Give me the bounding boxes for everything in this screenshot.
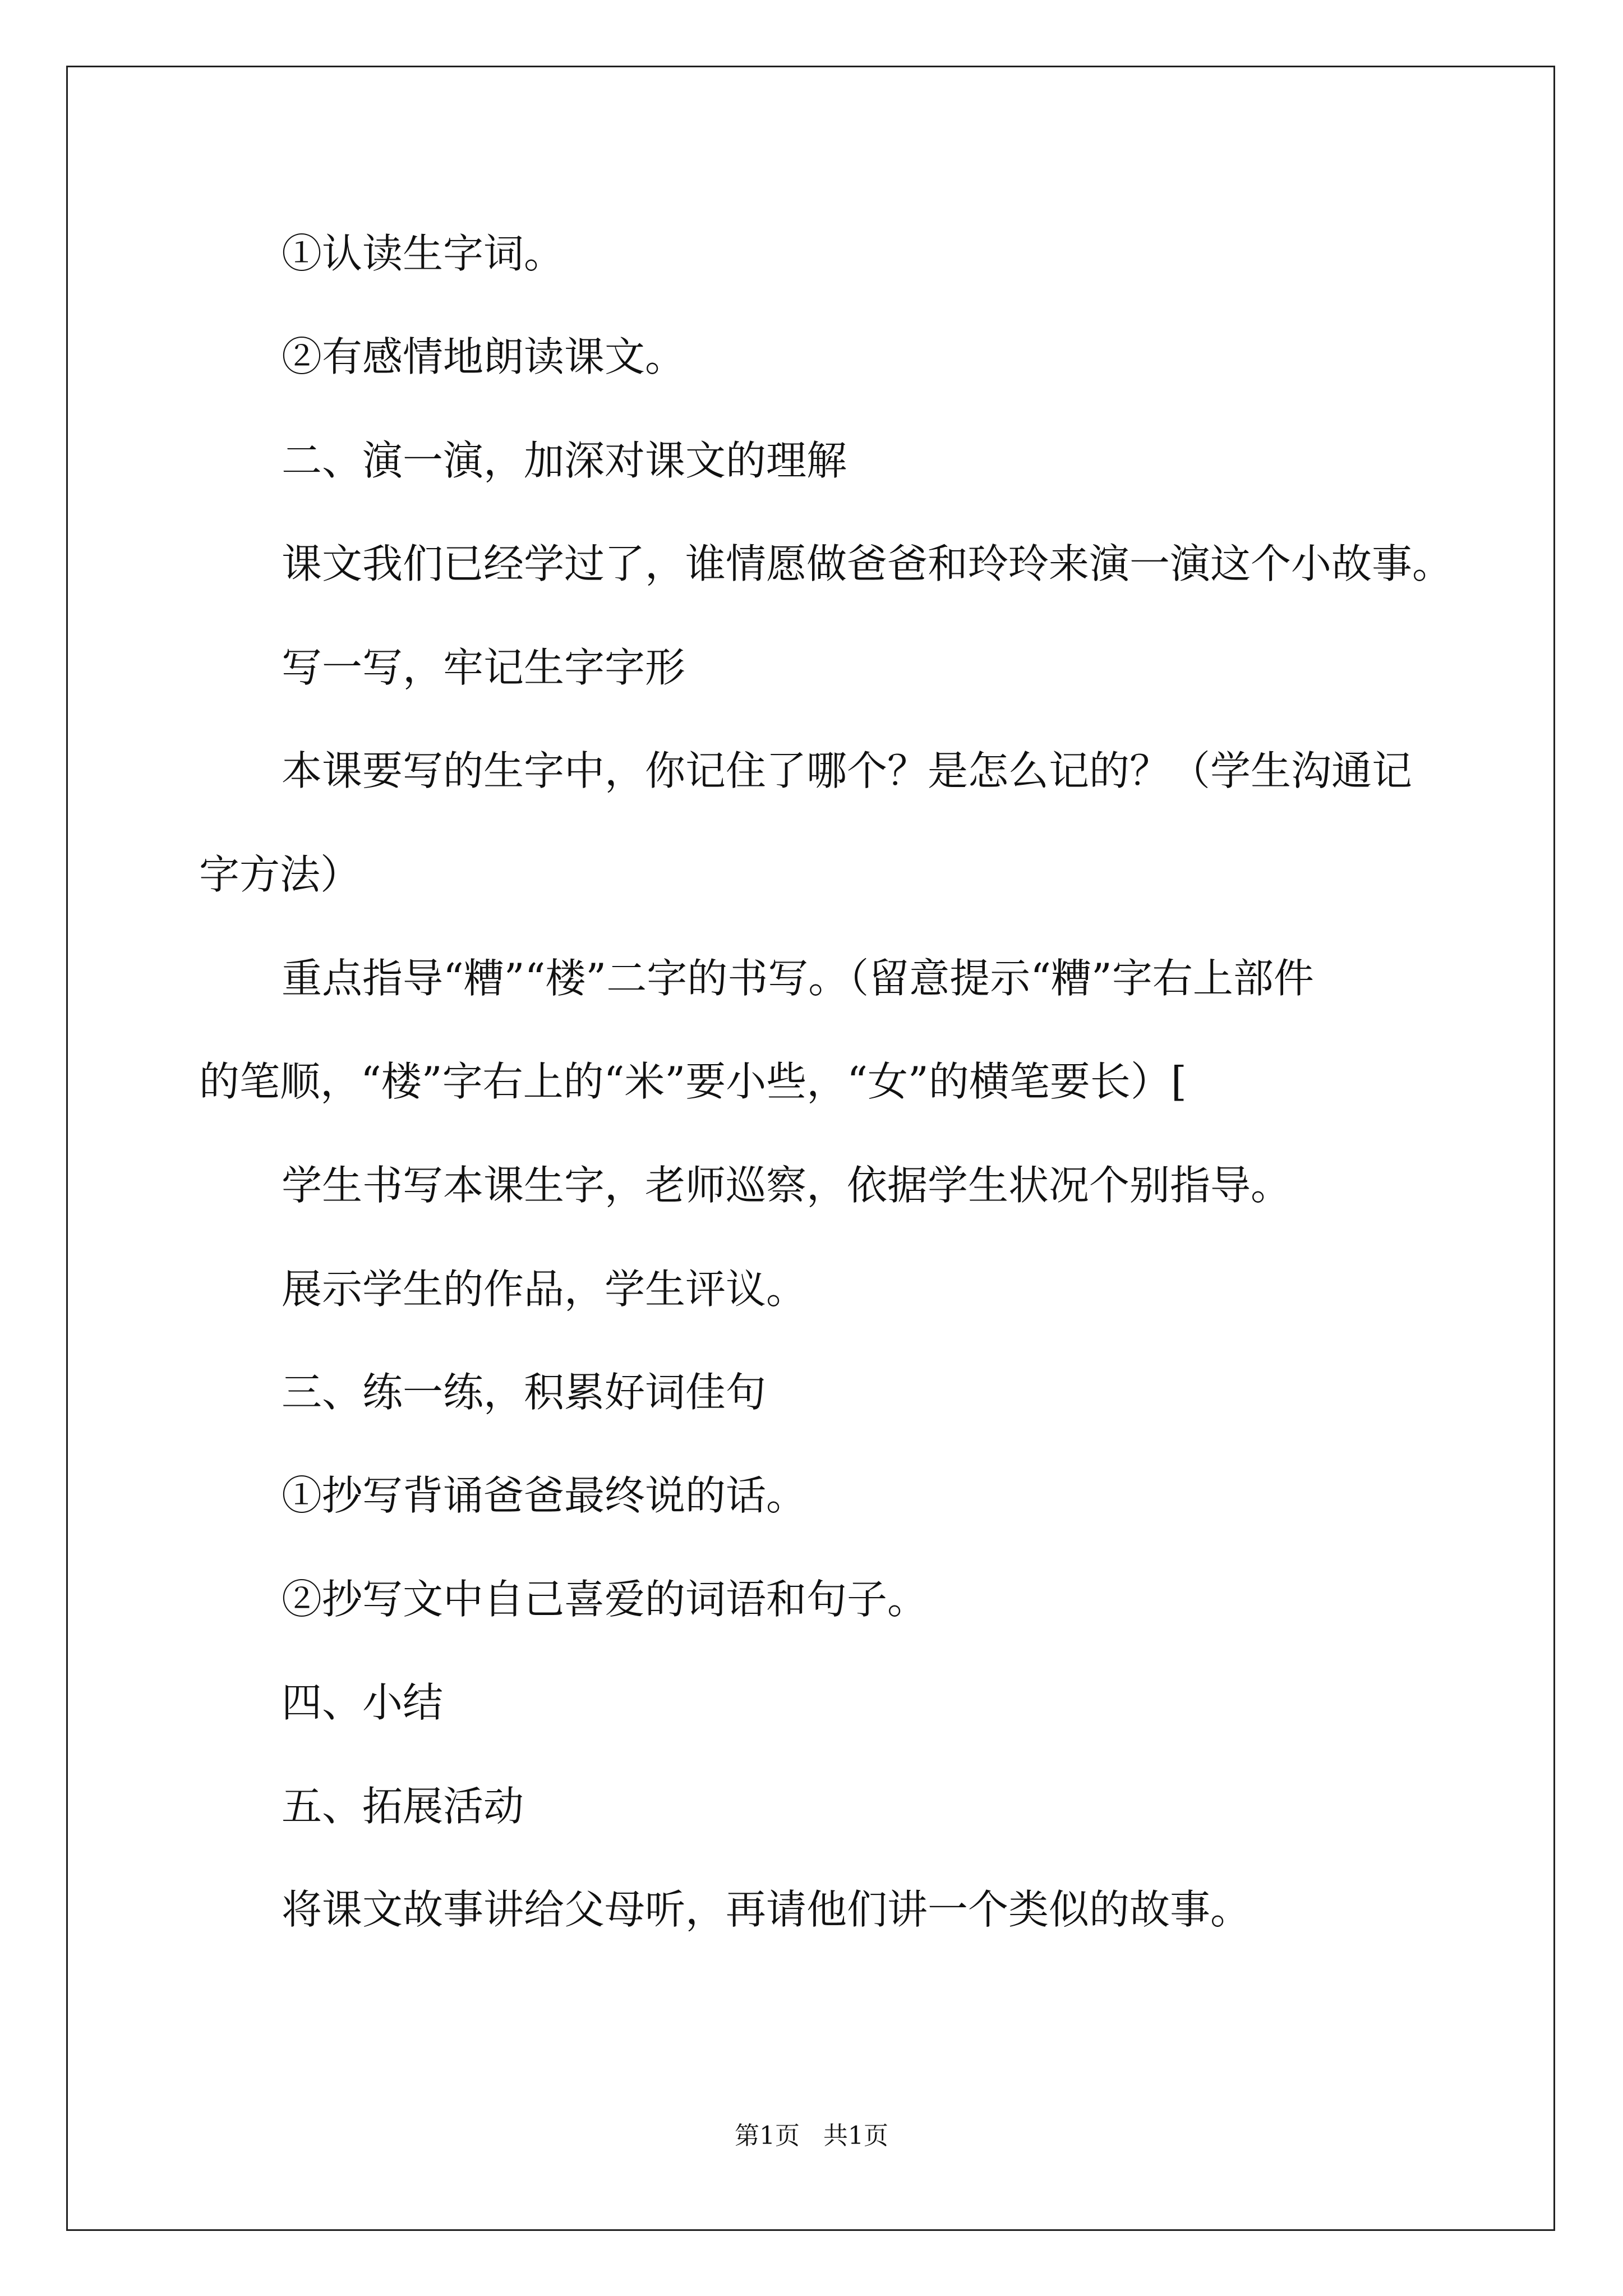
paragraph-8: 展示学生的作品，学生评议。 <box>282 1266 807 1313</box>
paragraph-1: ①认读生字词。 <box>282 230 565 277</box>
paragraph-7: 学生书写本课生字，老师巡察，依据学生状况个别指导。 <box>282 1162 1292 1209</box>
paragraph-3: 课文我们已经学过了，谁情愿做爸爸和玲玲来演一演这个小故事。 <box>282 540 1453 587</box>
paragraph-4: 写一写，牢记生字字形 <box>282 644 686 691</box>
paragraph-5: 本课要写的生字中，你记住了哪个？是怎么记的？（学生沟通记 <box>282 747 1413 794</box>
paragraph-5-continued: 字方法） <box>199 851 361 898</box>
paragraph-6-continued: 的笔顺，“楼”字右上的“米”要小些，“女”的横笔要长）[ <box>199 1058 1187 1105</box>
paragraph-9: ①抄写背诵爸爸最终说的话。 <box>282 1472 807 1519</box>
paragraph-6: 重点指导“糟”“楼”二字的书写。（留意提示“糟”字右上部件 <box>282 955 1314 1002</box>
section-heading-4: 四、小结 <box>282 1679 444 1726</box>
section-heading-3: 三、练一练，积累好词佳句 <box>282 1369 767 1416</box>
paragraph-11: 将课文故事讲给父母听，再请他们讲一个类似的故事。 <box>282 1886 1251 1933</box>
paragraph-2: ②有感情地朗读课文。 <box>282 333 686 380</box>
page-footer: 第1页 共1页 <box>735 2122 888 2150</box>
section-heading-5: 五、拓展活动 <box>282 1783 524 1830</box>
section-heading-2: 二、演一演，加深对课文的理解 <box>282 437 847 484</box>
paragraph-10: ②抄写文中自己喜爱的词语和句子。 <box>282 1576 928 1623</box>
